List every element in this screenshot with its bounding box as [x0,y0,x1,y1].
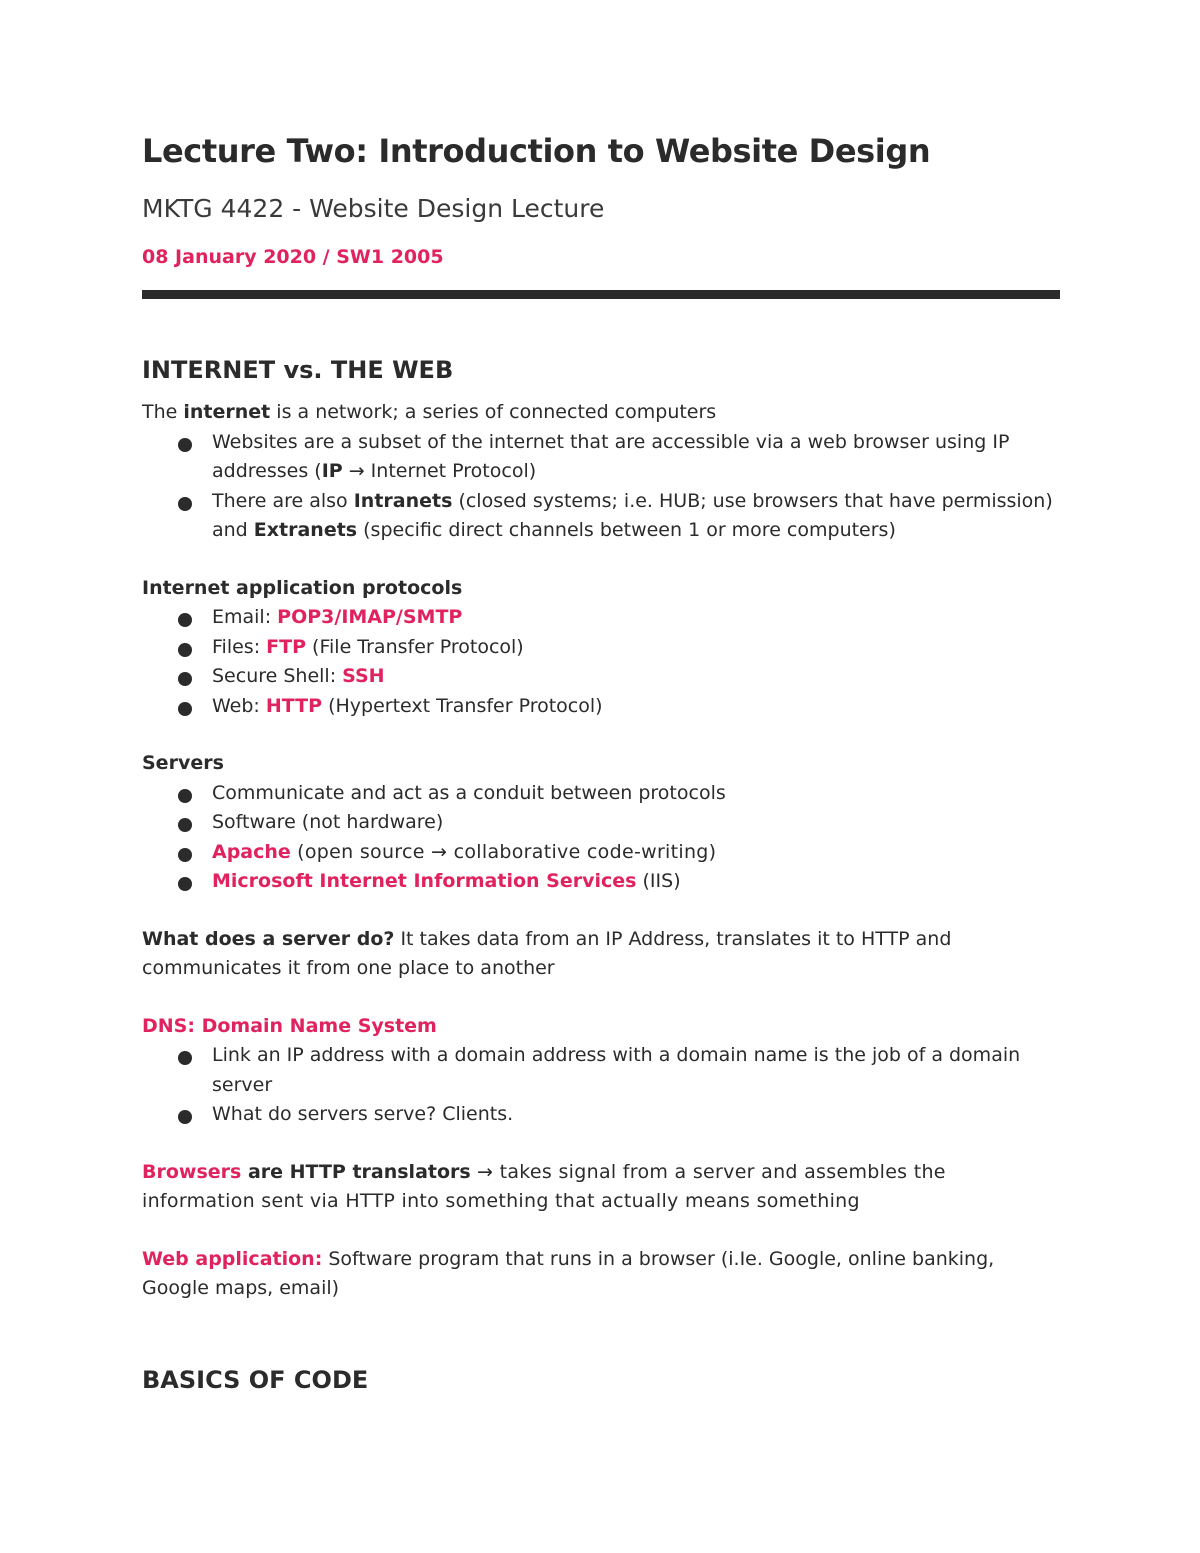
intro-bullet-list [142,428,1060,546]
bullet-icon [178,877,192,891]
bullet-text: Link an IP address with a domain address with a domain name is the job of a domain server [212,1044,1021,1096]
document-page [142,128,1060,1396]
bullet-icon [178,497,192,511]
bullet-text: What do servers serve? Clients. [212,1103,514,1125]
protocol-rest: (Hypertext Transfer Protocol) [322,694,603,717]
internet-intro [142,398,1060,428]
bullet-text: (closed systems; i.e. HUB; use browsers that have permission) and [212,489,1053,541]
protocol-value: HTTP [265,694,323,717]
protocol-rest: (File Transfer Protocol) [306,635,524,658]
list-item [142,487,1060,546]
bullet-text: (specific direct channels between 1 or more computers) [357,519,896,541]
bullet-bold: IP [321,460,343,482]
bullet-icon [178,613,192,627]
protocol-value: FTP [266,635,307,658]
intro-text-pre: The [142,401,184,423]
list-item [142,867,1060,897]
protocol-value: POP3/IMAP/SMTP [277,606,463,628]
header-divider [142,290,1060,299]
protocol-label: Web: [212,694,266,717]
bullet-icon [178,848,192,862]
bullet-bold: Intranets [353,489,453,512]
bullet-icon [178,438,192,452]
browsers-rest: → takes signal from a server and assembles the information sent via HTTP into something that actually means something [142,1160,946,1212]
webapp-rest: Software program that runs in a browser (i.Ie. Google, online banking, Google maps, email) [142,1247,995,1299]
protocol-label: Files: [212,635,267,658]
lecture-date: 08 January 2020 / SW1 2005 [142,246,444,268]
list-item [142,692,1060,722]
bullet-text: Communicate and act as a conduit between protocols [212,781,726,804]
dns-heading: DNS: Domain Name System [142,1014,437,1037]
browsers-paragraph [142,1158,1060,1217]
server-name: Microsoft Internet Information Services [212,870,637,892]
section-heading-internet-vs-web: INTERNET vs. THE WEB [142,356,454,384]
bullet-text: Software (not hardware) [212,811,444,833]
server-do-question: What does a server do? [142,927,395,950]
browsers-term: Browsers [142,1160,242,1183]
intro-text-post: is a network; a series of connected computers [270,401,717,423]
list-item [142,662,1060,692]
bullet-icon [178,818,192,832]
list-item [142,838,1060,868]
bullet-icon [178,702,192,716]
bullet-text: → Internet Protocol) [342,460,537,482]
bullet-icon [178,1051,192,1065]
bullet-text: (IIS) [636,870,681,892]
list-item [142,1041,1060,1100]
intro-text-bold: internet [183,401,271,423]
protocol-value: SSH [342,665,385,687]
server-do-answer: It takes data from an IP Address, translates it to HTTP and communicates it from one place to another [142,927,952,979]
protocols-heading: Internet application protocols [142,576,463,599]
page-title: Lecture Two: Introduction to Website Design [142,132,931,170]
section-heading-basics-of-code: BASICS OF CODE [142,1365,369,1394]
protocol-label: Email: [212,606,278,628]
protocol-label: Secure Shell: [212,665,343,687]
server-do-paragraph [142,925,1060,984]
list-item [142,1100,1060,1130]
list-item [142,808,1060,838]
list-item [142,779,1060,809]
page-subtitle: MKTG 4422 - Website Design Lecture [142,194,605,223]
list-item [142,428,1060,487]
bullet-icon [178,672,192,686]
list-item [142,603,1060,633]
server-name: Apache [212,840,291,863]
bullet-icon [178,789,192,803]
bullet-icon [178,643,192,657]
bullet-bold: Extranets [253,519,358,541]
bullet-icon [178,1110,192,1124]
browsers-bold: are HTTP translators [241,1160,471,1183]
servers-list [142,779,1060,897]
webapp-paragraph [142,1245,1060,1304]
dns-list [142,1041,1060,1130]
list-item [142,633,1060,663]
webapp-term: Web application: [142,1247,323,1270]
bullet-text: Websites are a subset of the internet that are accessible via a web browser using IP addresses ( [212,430,1010,482]
protocols-list [142,603,1060,721]
bullet-text: (open source → collaborative code-writing) [290,840,717,863]
bullet-text: There are also [212,489,354,512]
servers-heading: Servers [142,752,224,774]
